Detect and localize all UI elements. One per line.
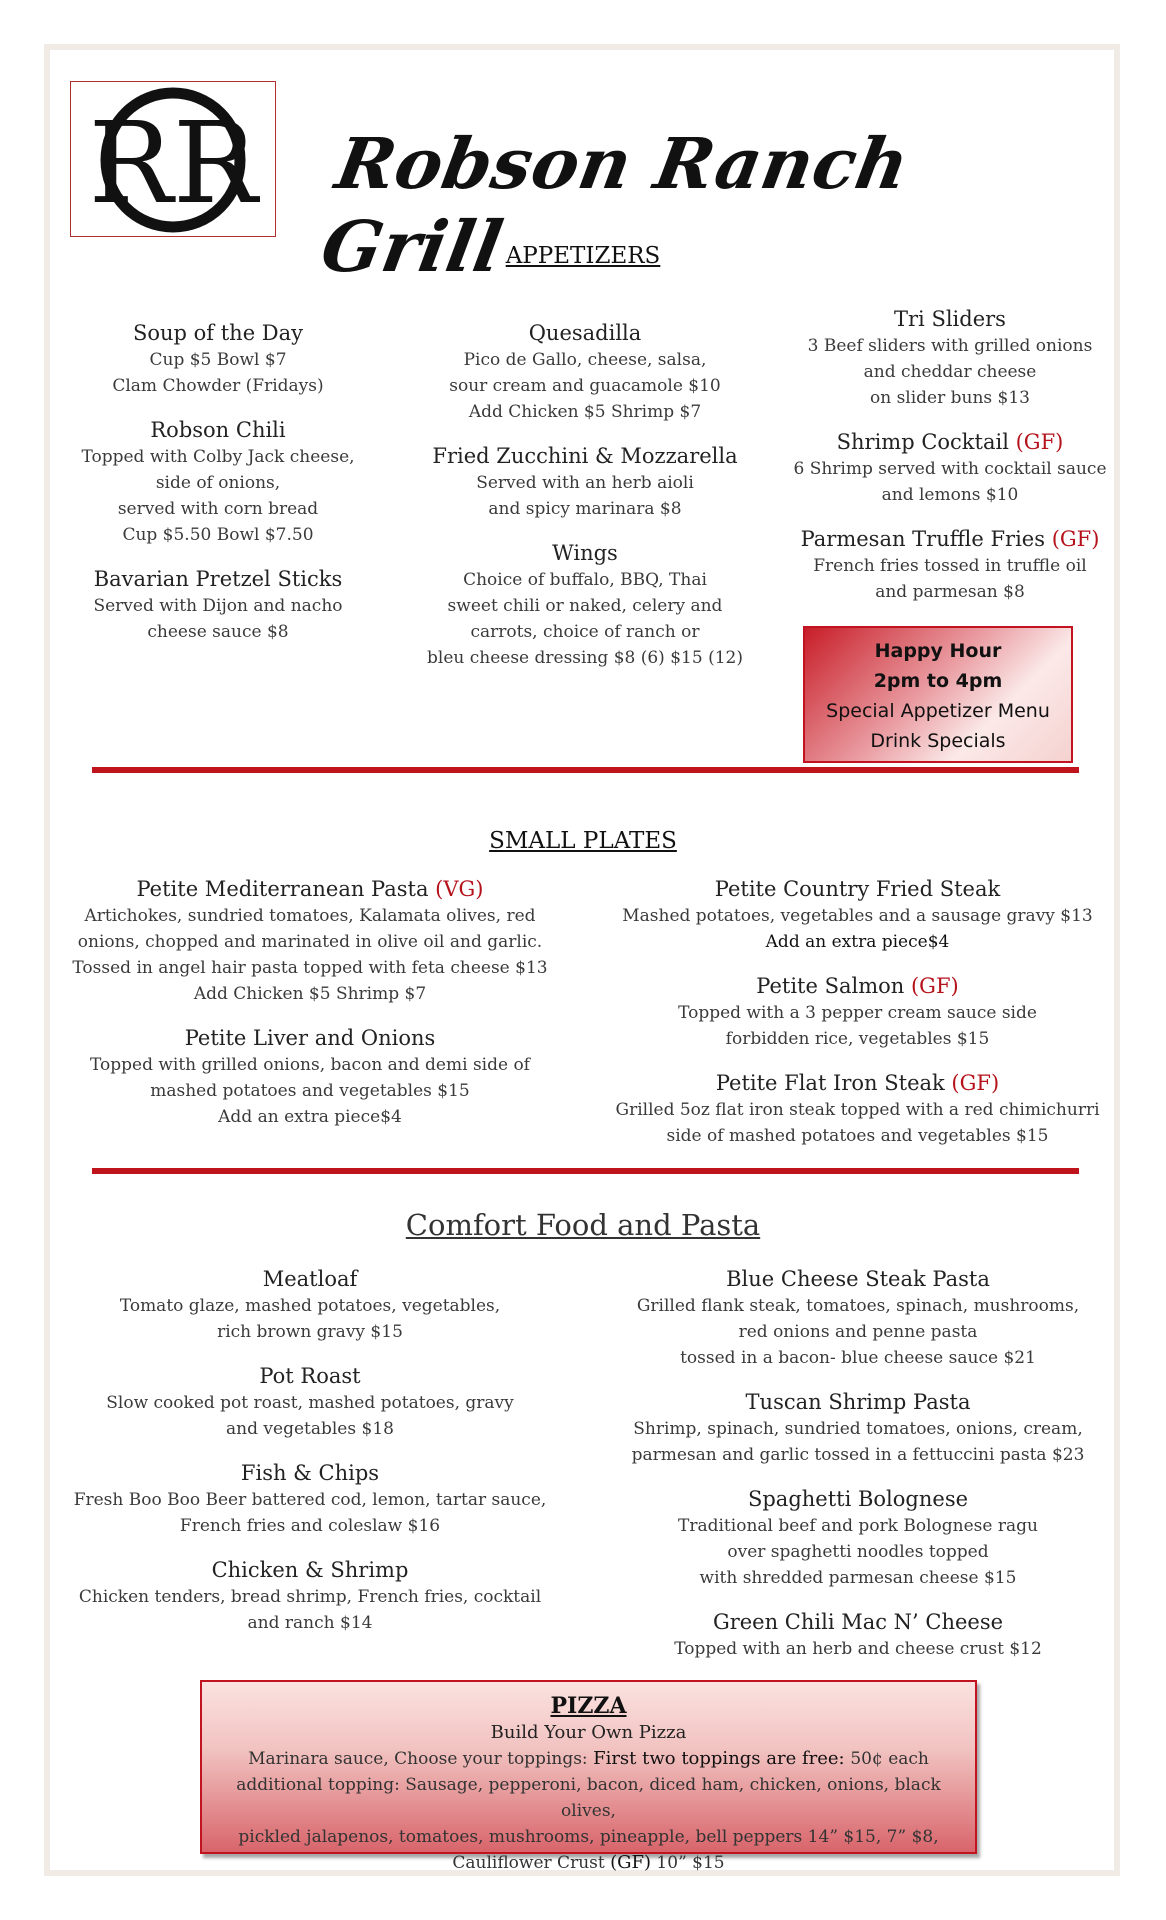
item-desc: 6 Shrimp served with cocktail sauce	[793, 459, 1107, 479]
item-name: Meatloaf	[262, 1267, 358, 1291]
item-name: Quesadilla	[528, 321, 642, 345]
item-name-text: Shrimp Cocktail	[836, 430, 1016, 454]
item-desc: cheese sauce $8	[147, 622, 289, 642]
diet-tag: (GF)	[910, 974, 959, 998]
diet-tag: (GF)	[951, 1071, 1000, 1095]
menu-item	[70, 1025, 550, 1130]
item-desc: Cup $5.50 Bowl $7.50	[122, 525, 314, 545]
item-name	[610, 973, 1105, 1000]
appetizers-title: APPETIZERS	[505, 243, 661, 269]
item-desc: mashed potatoes and vegetables $15	[150, 1081, 470, 1101]
item-desc: Traditional beef and pork Bolognese ragu	[678, 1516, 1038, 1536]
item-desc: Artichokes, sundried tomatoes, Kalamata olives, red	[84, 906, 536, 926]
item-desc: and cheddar cheese	[863, 362, 1037, 382]
item-desc: Choice of buffalo, BBQ, Thai	[463, 570, 707, 590]
item-name-text: Petite Liver and Onions	[184, 1026, 436, 1050]
item-desc: with shredded parmesan cheese $15	[699, 1568, 1017, 1588]
item-name: Pot Roast	[259, 1364, 361, 1388]
item-desc: Tomato glaze, mashed potatoes, vegetables,	[119, 1296, 501, 1316]
menu-item	[420, 443, 750, 522]
item-desc: Clam Chowder (Fridays)	[112, 376, 324, 396]
pizza-line-3: pickled jalapenos, tomatoes, mushrooms, pineapple, bell peppers 14” $15, 7” $8,	[238, 1827, 939, 1847]
diet-tag: (GF)	[1015, 430, 1064, 454]
item-desc: Add Chicken $5 Shrimp $7	[468, 402, 702, 422]
item-desc: over spaghetti noodles topped	[727, 1542, 989, 1562]
item-name: Blue Cheese Steak Pasta	[726, 1267, 990, 1291]
item-name: Wings	[552, 541, 618, 565]
pizza-line-2: additional topping: Sausage, pepperoni, bacon, diced ham, chicken, onions, black olives,	[236, 1775, 941, 1821]
pizza-box	[200, 1680, 977, 1873]
pizza-free-toppings: First two toppings are free:	[593, 1748, 851, 1769]
menu-item	[58, 320, 378, 399]
item-desc: Chicken tenders, bread shrimp, French fries, cocktail	[78, 1587, 542, 1607]
item-name-text: Parmesan Truffle Fries	[800, 527, 1052, 551]
happy-hour-drinks: Drink Specials	[870, 730, 1006, 752]
diet-tag: (GF)	[610, 1852, 652, 1873]
item-desc: red onions and penne pasta	[738, 1322, 978, 1342]
small-plates-left	[70, 876, 550, 1148]
menu-item	[70, 1460, 550, 1539]
item-name: Fried Zucchini & Mozzarella	[432, 444, 738, 468]
pizza-text: 50¢ each	[850, 1749, 929, 1769]
item-desc: Topped with a 3 pepper cream sauce side	[678, 1003, 1037, 1023]
happy-hour-time: 2pm to 4pm	[873, 670, 1003, 692]
comfort-title: Comfort Food and Pasta	[405, 1208, 761, 1242]
item-desc: Tossed in angel hair pasta topped with feta cheese $13	[72, 958, 548, 978]
section-divider	[92, 767, 1079, 773]
item-desc: Topped with Colby Jack cheese,	[81, 447, 355, 467]
item-desc: 3 Beef sliders with grilled onions	[807, 336, 1093, 356]
menu-item	[618, 1486, 1098, 1591]
item-desc: Pico de Gallo, cheese, salsa,	[463, 350, 707, 370]
comfort-left	[70, 1266, 550, 1654]
item-desc: rich brown gravy $15	[217, 1322, 403, 1342]
item-name	[790, 526, 1110, 553]
appetizers-col-3	[790, 306, 1110, 623]
item-name-text: Petite Salmon	[756, 974, 911, 998]
item-desc: onions, chopped and marinated in olive oil and garlic.	[77, 932, 543, 952]
item-name-text: Petite Country Fried Steak	[714, 877, 1001, 901]
item-desc: and parmesan $8	[875, 582, 1025, 602]
item-name	[790, 429, 1110, 456]
item-desc: French fries and coleslaw $16	[179, 1516, 441, 1536]
happy-hour-title: Happy Hour	[874, 640, 1002, 662]
comfort-right	[618, 1266, 1098, 1680]
item-name	[610, 876, 1105, 903]
item-name: Bavarian Pretzel Sticks	[93, 567, 343, 591]
item-desc: and spicy marinara $8	[488, 499, 682, 519]
logo	[70, 81, 276, 237]
appetizers-col-2	[420, 320, 750, 689]
item-desc: Served with Dijon and nacho	[93, 596, 343, 616]
item-name-text: Petite Mediterranean Pasta	[136, 877, 436, 901]
menu-item	[610, 876, 1105, 955]
item-name: Soup of the Day	[132, 321, 304, 345]
item-desc: parmesan and garlic tossed in a fettuccini pasta $23	[631, 1445, 1085, 1465]
item-name: Fish & Chips	[240, 1461, 380, 1485]
rr-brand-icon	[83, 85, 263, 235]
item-desc: Grilled flank steak, tomatoes, spinach, mushrooms,	[636, 1296, 1080, 1316]
happy-hour-box	[803, 626, 1073, 763]
svg-text:RR: RR	[88, 99, 258, 229]
diet-tag: (GF)	[1051, 527, 1100, 551]
item-desc: Mashed potatoes, vegetables and a sausage gravy $13	[622, 906, 1093, 926]
pizza-text: 10” $15	[651, 1853, 725, 1873]
item-desc: on slider buns $13	[869, 388, 1030, 408]
small-plates-right	[610, 876, 1105, 1167]
section-divider	[92, 1168, 1079, 1174]
item-desc: Shrimp, spinach, sundried tomatoes, onions, cream,	[633, 1419, 1083, 1439]
small-plates-title: SMALL PLATES	[489, 828, 677, 854]
pizza-title: PIZZA	[550, 1693, 627, 1719]
menu-item	[610, 1070, 1105, 1149]
pizza-subtitle: Build Your Own Pizza	[490, 1722, 687, 1743]
item-name	[70, 1025, 550, 1052]
menu-item	[70, 1266, 550, 1345]
item-desc: side of onions,	[155, 473, 281, 493]
menu-item	[790, 306, 1110, 411]
menu-item	[618, 1266, 1098, 1371]
pizza-text: Cauliflower Crust	[452, 1853, 611, 1873]
item-desc: Topped with grilled onions, bacon and demi side of	[90, 1055, 530, 1075]
pizza-line-1	[202, 1746, 975, 1772]
pizza-line-4	[202, 1850, 975, 1876]
menu-item	[790, 526, 1110, 605]
item-name-text: Tri Sliders	[894, 307, 1006, 331]
menu-item	[58, 566, 378, 645]
item-name	[610, 1070, 1105, 1097]
item-desc: Slow cooked pot roast, mashed potatoes, gravy	[106, 1393, 514, 1413]
item-name: Robson Chili	[150, 418, 286, 442]
diet-tag: (VG)	[435, 877, 484, 901]
item-desc: Fresh Boo Boo Beer battered cod, lemon, tartar sauce,	[73, 1490, 547, 1510]
item-desc: Add Chicken $5 Shrimp $7	[193, 984, 427, 1004]
item-name: Spaghetti Bolognese	[747, 1487, 969, 1511]
item-desc: bleu cheese dressing $8 (6) $15 (12)	[427, 648, 743, 668]
item-desc: served with corn bread	[117, 499, 319, 519]
item-name: Chicken & Shrimp	[211, 1558, 409, 1582]
item-desc: side of mashed potatoes and vegetables $15	[666, 1126, 1049, 1146]
restaurant-name: Robson Ranch Grill	[315, 122, 916, 288]
item-desc: and ranch $14	[247, 1613, 373, 1633]
menu-item	[70, 1363, 550, 1442]
item-name: Green Chili Mac N’ Cheese	[712, 1610, 1004, 1634]
item-desc: and vegetables $18	[226, 1419, 394, 1439]
pizza-text: Marinara sauce, Choose your toppings:	[248, 1749, 594, 1769]
menu-item	[618, 1609, 1098, 1662]
item-desc: Grilled 5oz flat iron steak topped with a red chimichurri	[615, 1100, 1100, 1120]
item-desc: Add an extra piece$4	[218, 1107, 402, 1127]
item-desc: sour cream and guacamole $10	[449, 376, 721, 396]
item-desc: Add an extra piece$4	[765, 932, 950, 952]
menu-item	[70, 1557, 550, 1636]
item-desc: Topped with an herb and cheese crust $12	[674, 1639, 1042, 1659]
item-name-text: Petite Flat Iron Steak	[715, 1071, 952, 1095]
appetizers-col-1	[58, 320, 378, 663]
item-name	[70, 876, 550, 903]
menu-item	[610, 973, 1105, 1052]
item-desc: forbidden rice, vegetables $15	[725, 1029, 990, 1049]
item-desc: carrots, choice of ranch or	[470, 622, 700, 642]
menu-item	[58, 417, 378, 548]
happy-hour-menu: Special Appetizer Menu	[826, 700, 1050, 722]
menu-item	[420, 540, 750, 671]
item-desc: sweet chili or naked, celery and	[447, 596, 723, 616]
item-name: Tuscan Shrimp Pasta	[745, 1390, 971, 1414]
menu-item	[618, 1389, 1098, 1468]
item-desc: French fries tossed in truffle oil	[813, 556, 1087, 576]
menu-item	[790, 429, 1110, 508]
item-desc: tossed in a bacon- blue cheese sauce $21	[680, 1348, 1036, 1368]
item-desc: Served with an herb aioli	[476, 473, 694, 493]
item-desc: and lemons $10	[881, 485, 1019, 505]
item-desc: Cup $5 Bowl $7	[149, 350, 287, 370]
item-name	[790, 306, 1110, 333]
menu-item	[70, 876, 550, 1007]
menu-item	[420, 320, 750, 425]
